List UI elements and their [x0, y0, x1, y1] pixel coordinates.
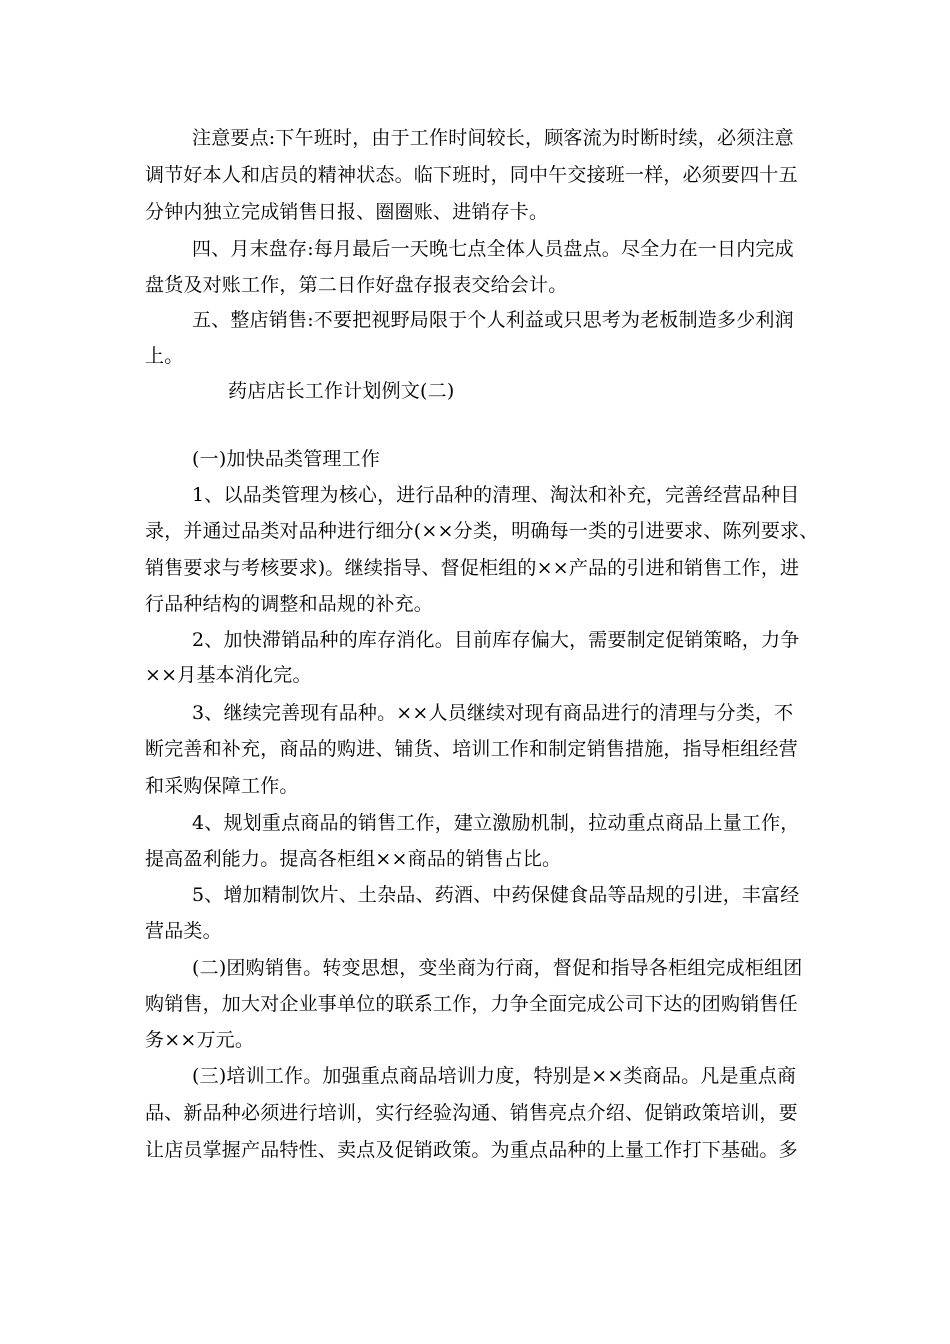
- section-title: 药店店长工作计划例文(二): [228, 380, 455, 402]
- paragraph-line: 注意要点:下午班时，由于工作时间较长，顾客流为时断时续，必须注意: [192, 127, 794, 149]
- paragraph-line: 行品种结构的调整和品规的补充。: [145, 593, 434, 615]
- paragraph-line: 5、增加精制饮片、土杂品、药酒、中药保健食品等品规的引进，丰富经: [192, 884, 800, 906]
- paragraph-line: 断完善和补充，商品的购进、铺货、培训工作和制定销售措施，指导柜组经营: [145, 738, 798, 760]
- paragraph-line: 务××万元。: [145, 1029, 255, 1051]
- paragraph-line: 2、加快滞销品种的库存消化。目前库存偏大，需要制定促销策略，力争: [192, 629, 800, 651]
- paragraph-line: 让店员掌握产品特性、卖点及促销政策。为重点品种的上量工作打下基础。多: [145, 1139, 798, 1161]
- section-heading: (一)加快品类管理工作: [192, 448, 381, 470]
- paragraph-line: 分钟内独立完成销售日报、圈圈账、进销存卡。: [145, 201, 549, 223]
- paragraph-line: 提高盈利能力。提高各柜组××商品的销售占比。: [145, 848, 562, 870]
- paragraph-line: ××月基本消化完。: [145, 664, 312, 686]
- paragraph-line: 录，并通过品类对品种进行细分(××分类，明确每一类的引进要求、陈列要求、: [145, 520, 819, 542]
- paragraph-line: 和采购保障工作。: [145, 775, 299, 797]
- paragraph-line: 四、月末盘存:每月最后一天晚七点全体人员盘点。尽全力在一日内完成: [192, 238, 794, 260]
- paragraph-line: 五、整店销售:不要把视野局限于个人利益或只思考为老板制造多少利润: [192, 309, 794, 331]
- paragraph-line: 购销售，加大对企业事单位的联系工作，力争全面完成公司下达的团购销售任: [145, 993, 798, 1015]
- paragraph-line: (三)培训工作。加强重点商品培训力度，特别是××类商品。凡是重点商: [192, 1065, 797, 1087]
- paragraph-line: 1、以品类管理为核心，进行品种的清理、淘汰和补充，完善经营品种目: [192, 484, 800, 506]
- paragraph-line: 营品类。: [145, 920, 222, 942]
- paragraph-line: 销售要求与考核要求)。继续指导、督促柜组的××产品的引进和销售工作，进: [145, 557, 800, 579]
- paragraph-line: 3、继续完善现有品种。××人员继续对现有商品进行的清理与分类，不: [192, 702, 794, 724]
- paragraph-line: (二)团购销售。转变思想，变坐商为行商，督促和指导各柜组完成柜组团: [192, 957, 803, 979]
- paragraph-line: 4、规划重点商品的销售工作，建立激励机制，拉动重点商品上量工作，: [192, 812, 800, 834]
- paragraph-line: 盘货及对账工作，第二日作好盘存报表交给会计。: [145, 274, 568, 296]
- paragraph-line: 上。: [145, 345, 184, 367]
- paragraph-line: 品、新品种必须进行培训，实行经验沟通、销售亮点介绍、促销政策培训，要: [145, 1102, 798, 1124]
- paragraph-line: 调节好本人和店员的精神状态。临下班时，同中午交接班一样，必须要四十五: [145, 164, 798, 186]
